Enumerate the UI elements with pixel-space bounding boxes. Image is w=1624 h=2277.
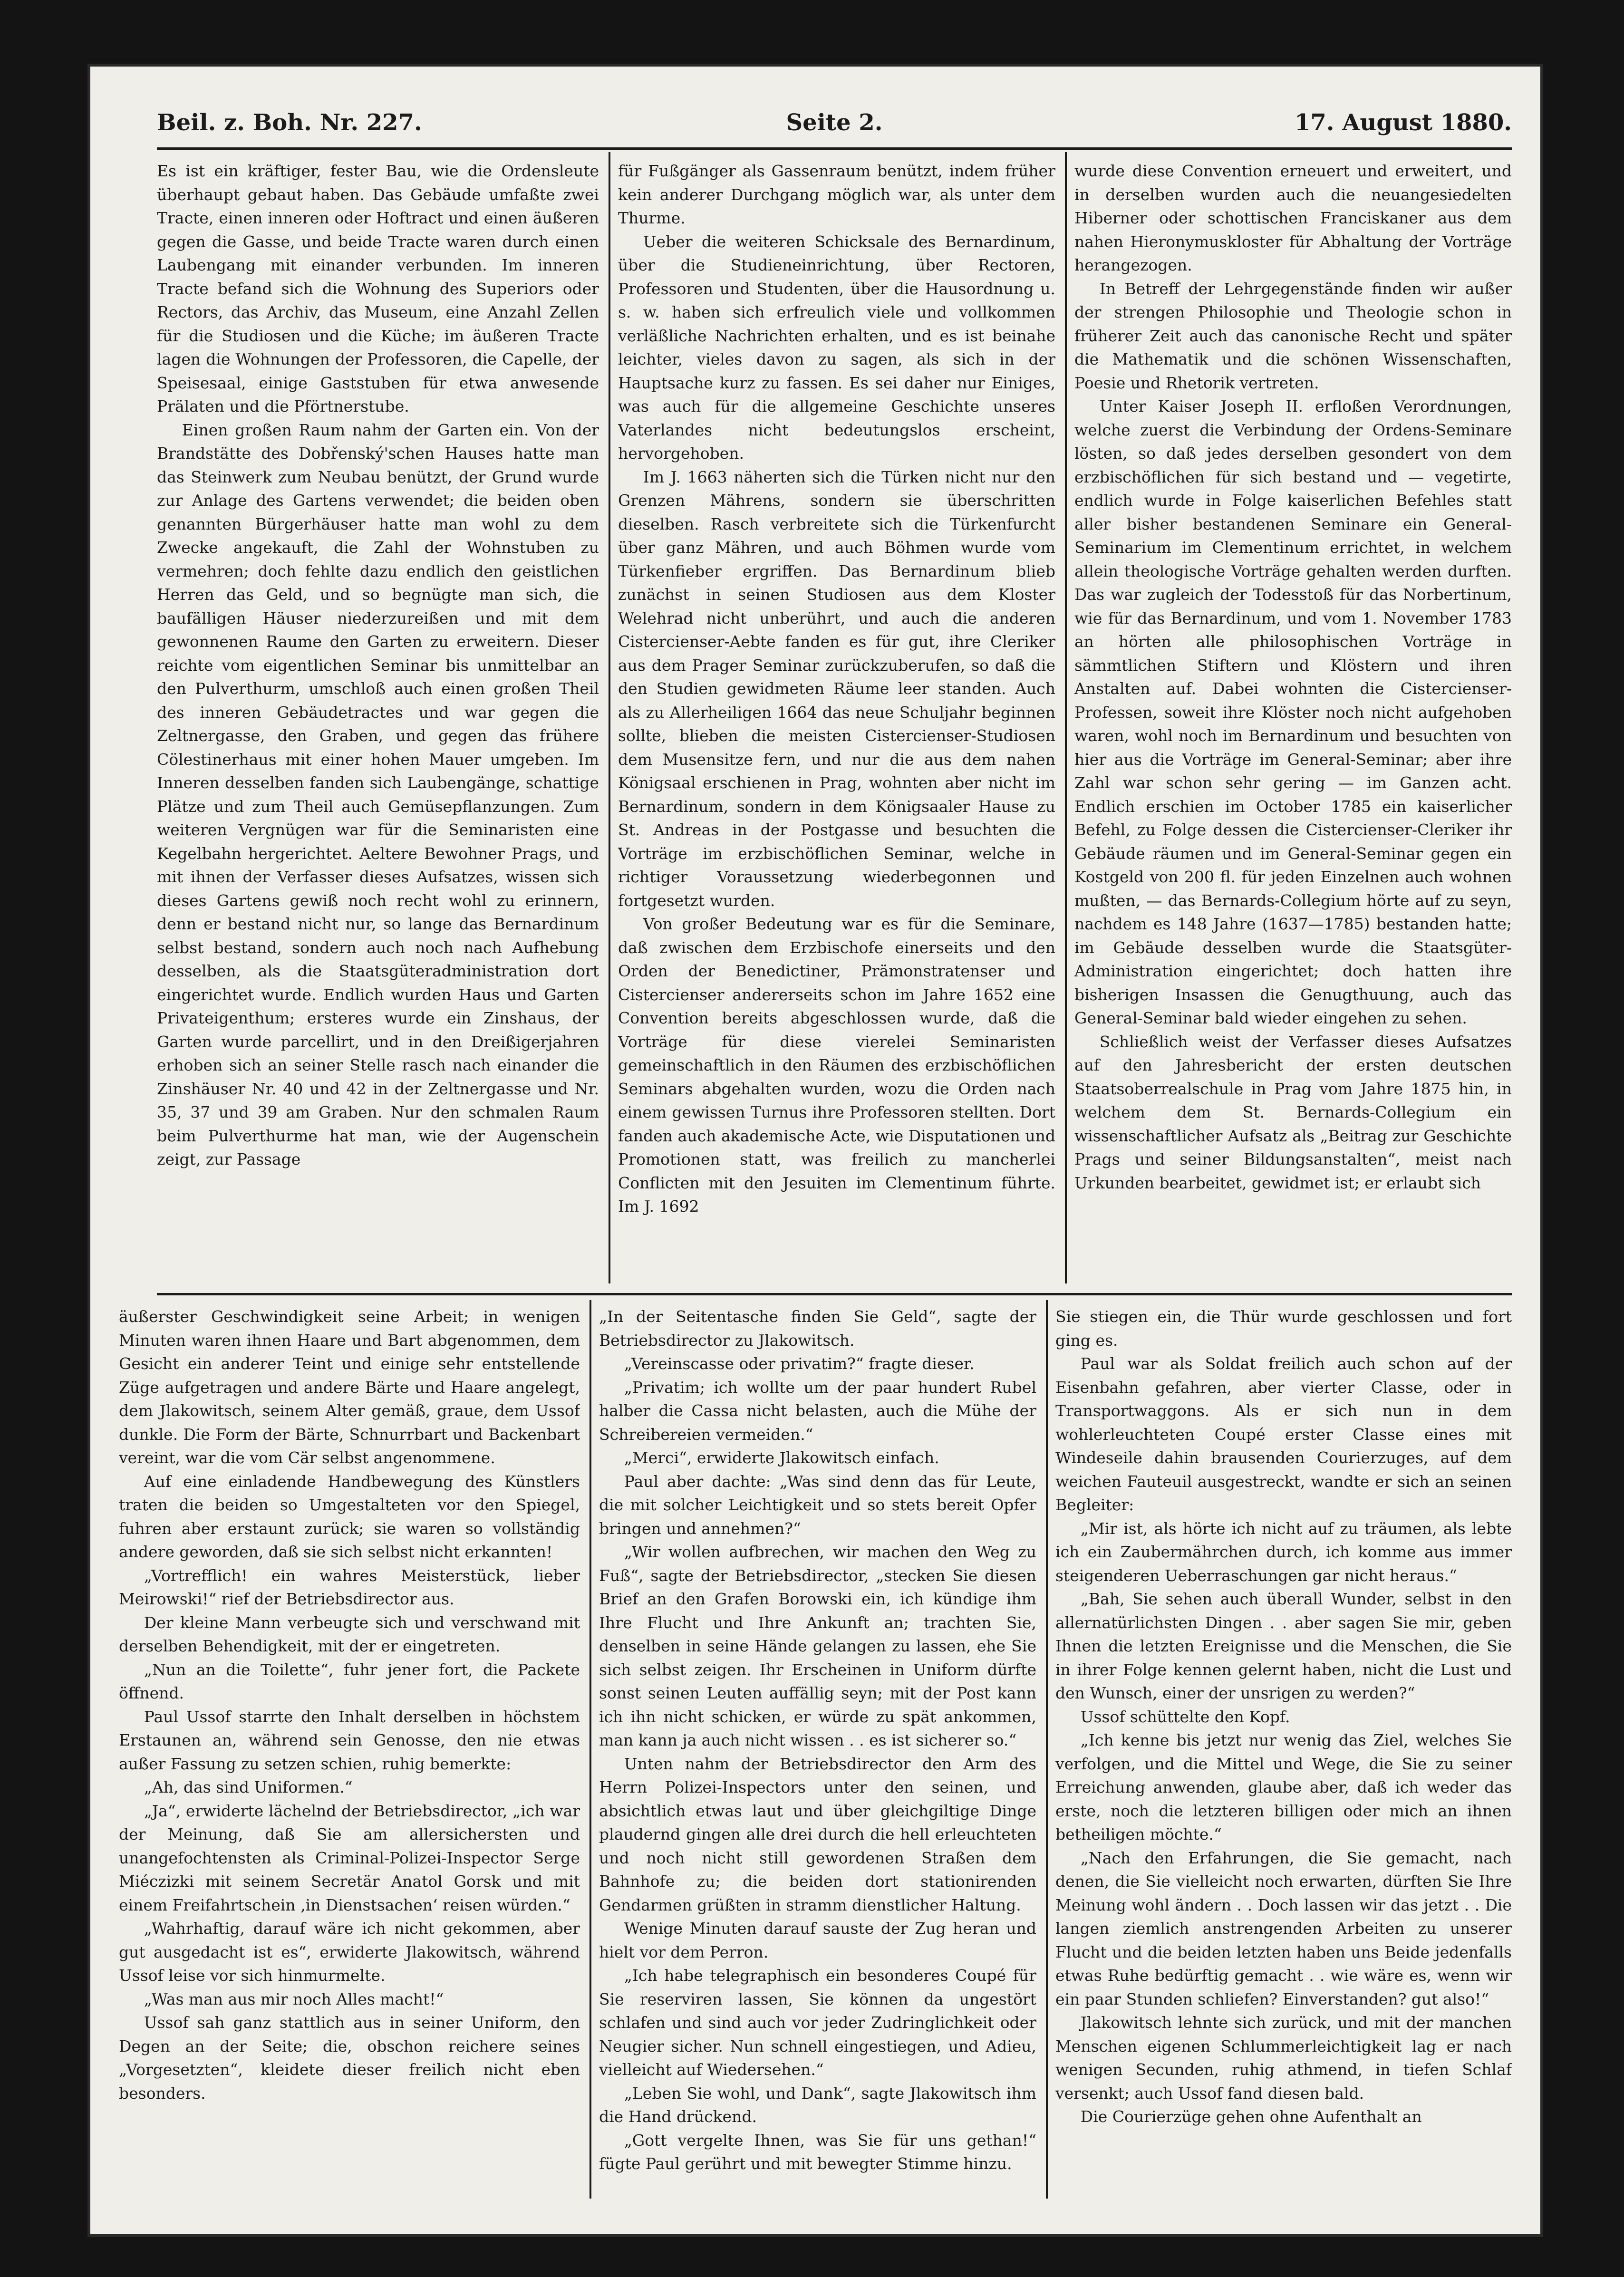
article-column-2	[618, 159, 1055, 1276]
paragraph: Es ist ein kräftiger, fester Bau, wie die Ordensleute überhaupt gebaut haben. Das Gebäude umfaßte zwei Tracte, einen inneren oder Hoftract und einen äußeren gegen die Gasse, und beide Tracte waren durch einen Laubengang mit einander verbunden. Im inneren Tracte befand sich die Wohnung des Superiors oder Rectors, das Archiv, das Museum, eine Anzahl Zellen für die Studiosen und die Küche; im äußeren Tracte lagen die Wohnungen der Professoren, die Capelle, der Speisesaal, einige Gaststuben für etwa anwesende Prälaten und die Pförtnerstube.	[157, 162, 599, 415]
paragraph: „Leben Sie wohl, und Dank“, sagte Jlakowitsch ihm die Hand drückend.	[599, 2084, 1036, 2126]
paragraph: Schließlich weist der Verfasser dieses Aufsatzes auf den Jahresbericht der ersten deutschen Staatsoberrealschule in Prag vom Jahre 1875 hin, in welchem dem St. Bernards-Collegium ein wissenschaftlicher Aufsatz als „Beitrag zur Geschichte Prags und seiner Bildungsanstalten“, meist nach Urkunden bearbeitet, gewidmet ist; er erlaubt sich	[1074, 1032, 1512, 1192]
paragraph: Paul aber dachte: „Was sind denn das für Leute, die mit solcher Leichtigkeit und so stets bereit Opfer bringen und annehmen?“	[599, 1472, 1036, 1538]
feuilleton-column-3	[1055, 1305, 1512, 2199]
paragraph: Wenige Minuten darauf sauste der Zug heran und hielt vor dem Perron.	[599, 1919, 1036, 1961]
section-rule	[157, 1293, 1512, 1295]
paragraph: Jlakowitsch lehnte sich zurück, und mit der manchen Menschen eigenen Schlummerleichtigkeit lag er nach wenigen Secunden, ruhig athmend, in tiefen Schlaf versenkt; auch Ussof fand diesen bald.	[1055, 2013, 1512, 2103]
paragraph: „Vereinscasse oder privatim?“ fragte dieser.	[624, 1354, 975, 1373]
issue-label: Beil. z. Boh. Nr. 227.	[157, 109, 422, 136]
paragraph: Unten nahm der Betriebsdirector den Arm des Herrn Polizei-Inspectors unter den seinen, und absichtlich etwas laut und über gleichgiltige Dinge plaudernd gingen alle drei durch die hell erleuchteten und noch nicht still gewordenen Straßen dem Bahnhofe zu; die beiden dort stationirenden Gendarmen grüßten in stramm dienstlicher Haltung.	[599, 1754, 1036, 1914]
issue-date: 17. August 1880.	[1294, 109, 1512, 136]
paragraph: „In der Seitentasche finden Sie Geld“, sagte der Betriebsdirector zu Jlakowitsch.	[599, 1307, 1036, 1350]
paragraph: „Mir ist, als hörte ich nicht auf zu träumen, als lebte ich ein Zaubermährchen durch, ich komme aus immer steigenderen Ueberraschungen gar nicht heraus.“	[1055, 1519, 1512, 1585]
feuilleton-column-2	[599, 1305, 1036, 2199]
paragraph: Der kleine Mann verbeugte sich und verschwand mit derselben Behendigkeit, mit der er eingetreten.	[119, 1613, 580, 1655]
column-divider	[590, 1300, 591, 2199]
paragraph: „Gott vergelte Ihnen, was Sie für uns gethan!“ fügte Paul gerührt und mit bewegter Stimme hinzu.	[599, 2131, 1036, 2173]
paragraph: wurde diese Convention erneuert und erweitert, und in derselben wurden auch die neuangesiedelten Hiberner oder schottischen Franciskaner aus dem nahen Hieronymuskloster für Abhaltung der Vorträge herangezogen.	[1074, 162, 1512, 274]
paragraph: Im J. 1663 näherten sich die Türken nicht nur den Grenzen Mährens, sondern sie überschritten dieselben. Rasch verbreitete sich die Türkenfurcht über ganz Mähren, und auch Böhmen wurde vom Türkenfieber ergriffen. Das Bernardinum blieb zunächst in seinen Studiosen aus dem Kloster Welehrad nicht unberührt, und auch die anderen Cistercienser-Aebte fanden es für gut, ihre Cleriker aus dem Prager Seminar zurückzuberufen, so daß die den Studien gewidmeten Räume leer standen. Auch als zu Allerheiligen 1664 das neue Schuljahr beginnen sollte, blieben die meisten Cistercienser-Studiosen dem Musensitze fern, und nur die aus dem nahen Königsaal erschienen in Prag, wohnten aber nicht im Bernardinum, sondern in dem Königsaaler Hause zu St. Andreas in der Postgasse und besuchten die Vorträge im erzbischöflichen Seminar, welche in richtiger Voraussetzung wiederbegonnen und fortgesetzt wurden.	[618, 467, 1055, 910]
paragraph: „Privatim; ich wollte um der paar hundert Rubel halber die Cassa nicht belasten, auch die Mühe der Schreibereien vermeiden.“	[599, 1378, 1036, 1444]
paragraph: „Ja“, erwiderte lächelnd der Betriebsdirector, „ich war der Meinung, daß Sie am allersichersten und unangefochtensten als Criminal-Polizei-Inspector Serge Miéczizki mit seinem Secretär Anatol Gorsk und mit einem Freifahrtschein ‚in Dienstsachen‘ reisen würden.“	[119, 1801, 580, 1914]
paragraph: äußerster Geschwindigkeit seine Arbeit; in wenigen Minuten waren ihnen Haare und Bart abgenommen, dem Gesicht ein anderer Teint und einige sehr entstellende Züge aufgetragen und andere Bärte und Haare angelegt, dem Jlakowitsch, seinem Alter gemäß, graue, dem Ussof dunkle. Die Form der Bärte, Schnurrbart und Backenbart vereint, war die vom Cär selbst angenommene.	[119, 1307, 580, 1467]
paragraph: „Was man aus mir noch Alles macht!“	[144, 1989, 444, 2008]
paragraph: Von großer Bedeutung war es für die Seminare, daß zwischen dem Erzbischofe einerseits und den Orden der Benedictiner, Prämonstratenser und Cistercienser andererseits schon im Jahre 1652 eine Convention bereits abgeschlossen wurde, daß die Vorträge für diese vierelei Seminaristen gemeinschaftlich in den Räumen des erzbischöflichen Seminars abgehalten wurden, wozu die Orden nach einem gewissen Turnus ihre Professoren stellten. Dort fanden auch akademische Acte, wie Disputationen und Promotionen statt, was freilich zu mancherlei Conflicten mit den Jesuiten im Clementinum führte. Im J. 1692	[618, 915, 1055, 1216]
header-rule	[157, 147, 1512, 150]
paragraph: Paul Ussof starrte den Inhalt derselben in höchstem Erstaunen an, während sein Genosse, den nie etwas außer Fassung zu setzen schien, ruhig bemerkte:	[119, 1707, 580, 1773]
paragraph: Die Courierzüge gehen ohne Aufenthalt an	[1080, 2107, 1422, 2126]
page-header	[157, 109, 1512, 152]
paragraph: Ussof schüttelte den Kopf.	[1080, 1707, 1290, 1726]
paragraph: Ueber die weiteren Schicksale des Bernardinum, über die Studieneinrichtung, über Rectoren, Professoren und Studenten, über die Hausordnung u. s. w. haben sich erfreulich viele und vollkommen verläßliche Nachrichten erhalten, und es ist beinahe leichter, vieles davon zu sagen, als sich in der Hauptsache kurz zu fassen. Es sei daher nur Einiges, was auch für die allgemeine Geschichte unseres Vaterlandes nicht bedeutungslos erscheint, hervorgehoben.	[618, 232, 1055, 463]
page-number: Seite 2.	[786, 109, 883, 136]
feuilleton-column-1	[119, 1305, 580, 2199]
paragraph: Paul war als Soldat freilich auch schon auf der Eisenbahn gefahren, aber vierter Classe, oder in Transportwaggons. Als er sich nun in dem wohlerleuchteten Coupé erster Classe eines mit Windeseile dahin brausenden Courierzuges, auf dem weichen Fauteuil ausgestreckt, wandte er sich an seinen Begleiter:	[1055, 1354, 1512, 1514]
paragraph: „Nun an die Toilette“, fuhr jener fort, die Packete öffnend.	[119, 1660, 580, 1702]
paragraph: Ussof sah ganz stattlich aus in seiner Uniform, den Degen an der Seite; die, obschon reichere seines „Vorgesetzten“, kleidete dieser freilich nicht eben besonders.	[119, 2013, 580, 2103]
newspaper-page	[90, 67, 1540, 2234]
paragraph: In Betreff der Lehrgegenstände finden wir außer der strengen Philosophie und Theologie schon in früherer Zeit auch das canonische Recht und später die Mathematik und die schönen Wissenschaften, Poesie und Rhetorik vertreten.	[1074, 279, 1512, 392]
column-divider	[1065, 152, 1067, 1283]
paragraph: für Fußgänger als Gassenraum benützt, indem früher kein anderer Durchgang möglich war, als unter dem Thurme.	[618, 162, 1055, 227]
paragraph: „Wahrhaftig, darauf wäre ich nicht gekommen, aber gut ausgedacht ist es“, erwiderte Jlakowitsch, während Ussof leise vor sich hinmurmelte.	[119, 1919, 580, 1985]
column-divider	[1046, 1300, 1048, 2199]
paragraph: Auf eine einladende Handbewegung des Künstlers traten die beiden so Umgestalteten vor den Spiegel, fuhren aber erstaunt zurück; sie waren so vollständig andere geworden, daß sie sich selbst nicht erkannten!	[119, 1472, 580, 1561]
article-column-1	[157, 159, 599, 1276]
paragraph: Sie stiegen ein, die Thür wurde geschlossen und fort ging es.	[1055, 1307, 1512, 1350]
paragraph: „Merci“, erwiderte Jlakowitsch einfach.	[624, 1448, 939, 1467]
paragraph: „Nach den Erfahrungen, die Sie gemacht, nach denen, die Sie vielleicht noch erwarten, dürften Sie Ihre Meinung wohl ändern . . Doch lassen wir das jetzt . . Die langen ziemlich anstrengenden Arbeiten zu unserer Flucht und die beiden letzten haben uns Beide jedenfalls etwas Ruhe bedürftig gemacht . . wie wäre es, wenn wir ein paar Stunden schliefen? Einverstanden? gut also!“	[1055, 1848, 1512, 2008]
paragraph: „Wir wollen aufbrechen, wir machen den Weg zu Fuß“, sagte der Betriebsdirector, „stecken Sie diesen Brief an den Grafen Borowski ein, ich kündige ihm Ihre Flucht und Ihre Ankunft an; trachten Sie, denselben in seine Hände gelangen zu lassen, ehe Sie sich selbst zeigen. Ihr Erscheinen in Uniform dürfte sonst seinen Leuten auffällig seyn; mit der Post kann ich ihn nicht schicken, er würde zu spät ankommen, man kann ja auch nicht wissen . . es ist sicherer so.“	[599, 1543, 1036, 1749]
paragraph: „Vortrefflich! ein wahres Meisterstück, lieber Meirowski!“ rief der Betriebsdirector aus.	[119, 1566, 580, 1608]
column-divider	[609, 152, 610, 1283]
paragraph: Unter Kaiser Joseph II. erfloßen Verordnungen, welche zuerst die Verbindung der Ordens-Seminare lösten, so daß jedes derselben gesondert von dem erzbischöflichen für sich bestand und — vegetirte, endlich wurde in Folge kaiserlichen Befehles statt aller bisher bestandenen Seminare ein General-Seminarium im Clementinum errichtet, in welchem allein theologische Vorträge gehalten werden durften. Das war zugleich der Todesstoß für das Norbertinum, wie für das Bernardinum, und vom 1. November 1783 an hörten alle philosophischen Vorträge in sämmtlichen Stiftern und Klöstern und ihren Anstalten auf. Dabei wohnten die Cistercienser-Professen, soweit ihre Klöster noch nicht aufgehoben waren, wohl noch im Bernardinum und besuchten von hier aus die Vorträge im General-Seminar; aber ihre Zahl war schon sehr gering — im Ganzen acht. Endlich erschien im October 1785 ein kaiserlicher Befehl, zu Folge dessen die Cistercienser-Cleriker ihr Gebäude räumen und im General-Seminar gegen ein Kostgeld von 200 fl. für jeden Einzelnen auch wohnen mußten, — das Bernards-Collegium hörte auf zu seyn, nachdem es 148 Jahre (1637—1785) bestanden hatte; im Gebäude desselben wurde die Staatsgüter-Administration eingerichtet; doch hatten ihre bisherigen Insassen die Genugthuung, auch das General-Seminar bald wieder eingehen zu sehen.	[1074, 397, 1512, 1027]
paragraph: „Ich habe telegraphisch ein besonderes Coupé für Sie reserviren lassen, Sie können da ungestört schlafen und sind auch vor jeder Zudringlichkeit oder Neugier sicher. Nun schnell eingestiegen, und Adieu, vielleicht auf Wiedersehen.“	[599, 1966, 1036, 2079]
paragraph: Einen großen Raum nahm der Garten ein. Von der Brandstätte des Dobřenský'schen Hauses hatte man das Steinwerk zum Neubau benützt, der Grund wurde zur Anlage des Gartens verwendet; die beiden oben genannten Bürgerhäuser hatte man wohl zu dem Zwecke angekauft, die Zahl der Wohnstuben zu vermehren; doch fehlte dazu endlich den geistlichen Herren das Geld, und so begnügte man sich, die baufälligen Häuser niederzureißen und mit dem gewonnenen Raume den Garten zu erweitern. Dieser reichte vom eigentlichen Seminar bis unmittelbar an den Pulverthurm, umschloß auch einen großen Theil des inneren Gebäudetractes und war gegen die Zeltnergasse, den Graben, und gegen das frühere Cölestinerhaus mit einer hohen Mauer umgeben. Im Inneren desselben fanden sich Laubengänge, schattige Plätze und zum Theil auch Gemüsepflanzungen. Zum weiteren Vergnügen war für die Seminaristen eine Kegelbahn hergerichtet. Aeltere Bewohner Prags, und mit ihnen der Verfasser dieses Aufsatzes, wissen sich dieses Gartens gewiß noch recht wohl zu erinnern, denn er bestand nicht nur, so lange das Bernardinum selbst bestand, sondern auch noch nach Aufhebung desselben, als die Staatsgüteradministration dort eingerichtet wurde. Endlich wurden Haus und Garten Privateigenthum; ersteres wurde ein Zinshaus, der Garten wurde parcellirt, und in den Dreißigerjahren erhoben sich an seiner Stelle rasch nach einander die Zinshäuser Nr. 40 und 42 in der Zeltnergasse und Nr. 35, 37 und 39 am Graben. Nur den schmalen Raum beim Pulverthurme hat man, wie der Augenschein zeigt, zur Passage	[157, 420, 599, 1168]
paragraph: „Ah, das sind Uniformen.“	[144, 1778, 353, 1796]
article-column-3	[1074, 159, 1512, 1276]
paragraph: „Ich kenne bis jetzt nur wenig das Ziel, welches Sie verfolgen, und die Mittel und Wege, die Sie zu seiner Erreichung anwenden, glaube aber, daß ich weder das erste, noch die letzteren billigen oder mich an ihnen betheiligen möchte.“	[1055, 1731, 1512, 1843]
paragraph: „Bah, Sie sehen auch überall Wunder, selbst in den allernatürlichsten Dingen . . aber sagen Sie mir, geben Ihnen die letzten Ereignisse und die Menschen, die Sie in ihrer Folge kennen gelernt haben, nicht die Lust und den Wunsch, einer der unsrigen zu werden?“	[1055, 1590, 1512, 1702]
